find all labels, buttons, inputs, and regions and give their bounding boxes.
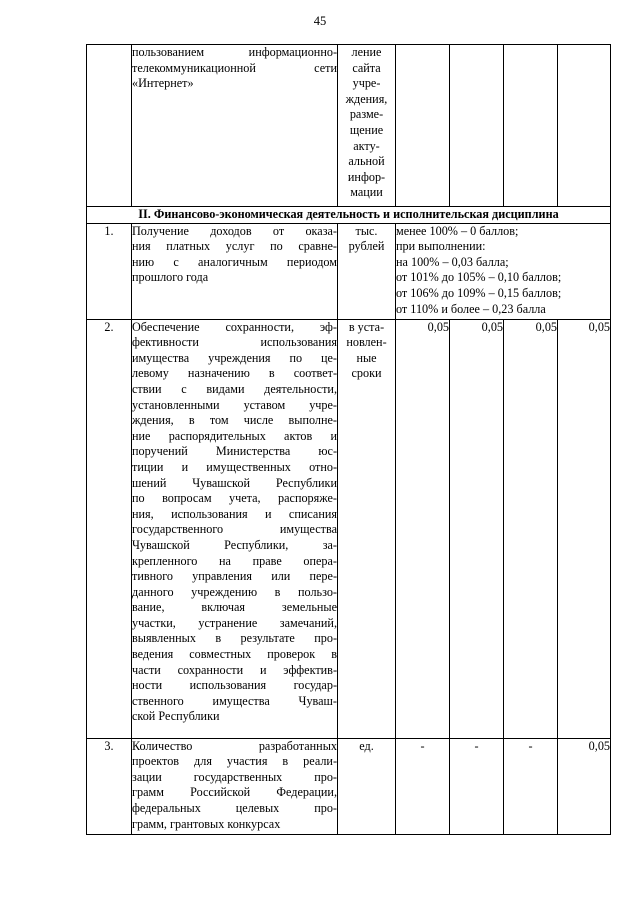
cell-description	[132, 223, 338, 319]
cell-value: 0,05	[396, 319, 450, 738]
text-line: учре-	[352, 76, 381, 91]
cell-criteria	[396, 223, 611, 319]
section-header-row	[87, 207, 611, 224]
text-line: тиции и имущественных отно-	[132, 459, 337, 474]
text-line: крепленного на праве опера-	[132, 553, 337, 568]
cell-value: 0,05	[558, 738, 611, 834]
text-line: фективности использования	[132, 335, 337, 350]
cell-value	[504, 45, 558, 207]
cell-value: -	[504, 738, 558, 834]
text-line: ные	[356, 350, 377, 365]
text-line: акту-	[353, 138, 380, 153]
text-line: шений Чувашской Республики	[132, 475, 337, 490]
cell-value	[558, 45, 611, 207]
text-line: тивного управления или пере-	[132, 569, 337, 584]
text-line: Количество разработанных	[132, 738, 337, 753]
cell-num	[87, 45, 132, 207]
text-line: инфор-	[347, 169, 386, 184]
text-line: от 106% до 109% – 0,15 баллов;	[396, 285, 562, 300]
cell-description	[132, 319, 338, 738]
cell-description	[132, 45, 338, 207]
table-row	[87, 319, 611, 738]
text-line: ведения совместных проверок в	[132, 647, 337, 662]
text-line: по вопросам учета, распоряже-	[132, 491, 337, 506]
cell-value: 0,05	[558, 319, 611, 738]
text-line: менее 100% – 0 баллов;	[396, 223, 519, 238]
cell-num: 2.	[87, 319, 132, 738]
text-line: поручений Министерства юс-	[132, 444, 337, 459]
cell-value: 0,05	[450, 319, 504, 738]
cell-unit	[338, 738, 396, 834]
table-row	[87, 223, 611, 319]
cell-value: -	[450, 738, 504, 834]
text-line: установленными уставом учре-	[132, 397, 337, 412]
text-line: проектов для участия в реали-	[132, 754, 337, 769]
text-line: нию с аналогичным периодом	[132, 254, 337, 269]
text-line: ждения, в том числе выполне-	[132, 413, 337, 428]
section-title: II. Финансово-экономическая деятельность и исполнительская дисциплина	[87, 207, 611, 224]
text-line: щение	[349, 122, 384, 137]
table-row-continuation	[87, 45, 611, 207]
text-line: ности использования государ-	[132, 678, 337, 693]
text-line: ской Республики	[132, 709, 220, 724]
table-row	[87, 738, 611, 834]
text-line: сроки	[351, 366, 382, 381]
text-line: тыс.	[355, 223, 378, 238]
text-line: вание, включая земельные	[132, 600, 337, 615]
cell-value	[450, 45, 504, 207]
text-line: в уста-	[348, 319, 385, 334]
text-line: рублей	[348, 239, 385, 254]
text-line: части сохранности и эффектив-	[132, 662, 337, 677]
text-line: разме-	[349, 107, 384, 122]
cell-value: -	[396, 738, 450, 834]
text-line: телекоммуникационной сети	[132, 60, 337, 75]
text-line: «Интернет»	[132, 76, 194, 91]
cell-value: 0,05	[504, 319, 558, 738]
text-line: зации государственных про-	[132, 769, 337, 784]
text-line: мации	[350, 185, 383, 200]
text-line: государственного имущества	[132, 522, 337, 537]
text-line: ственного имущества Чуваш-	[132, 693, 337, 708]
text-line: имущества учреждения по це-	[132, 350, 337, 365]
text-line: Получение доходов от оказа-	[132, 223, 337, 238]
text-line: федеральных целевых про-	[132, 800, 337, 815]
cell-description	[132, 738, 338, 834]
criteria-table	[86, 44, 611, 835]
text-line: ждения,	[345, 91, 388, 106]
text-line: левому назначению в соответ-	[132, 366, 337, 381]
text-line: ния, использования и списания	[132, 506, 337, 521]
text-line: ед.	[359, 738, 374, 753]
page-number: 45	[313, 14, 327, 28]
text-line: альной	[348, 154, 385, 169]
text-line: ние распорядительных актов и	[132, 428, 337, 443]
text-line: при выполнении:	[396, 239, 486, 254]
cell-num: 3.	[87, 738, 132, 834]
cell-unit	[338, 319, 396, 738]
text-line: Обеспечение сохранности, эф-	[132, 319, 337, 334]
text-line: грамм Российской Федерации,	[132, 785, 337, 800]
text-line: от 110% и более – 0,23 балла	[396, 301, 546, 316]
text-line: ствии с видами деятельности,	[132, 381, 337, 396]
text-line: на 100% – 0,03 балла;	[396, 254, 509, 269]
cell-unit	[338, 45, 396, 207]
cell-value	[396, 45, 450, 207]
text-line: выявленных в результате про-	[132, 631, 337, 646]
text-line: ление	[351, 45, 382, 59]
cell-unit	[338, 223, 396, 319]
text-line: от 101% до 105% – 0,10 баллов;	[396, 270, 562, 285]
text-line: сайта	[352, 60, 381, 75]
text-line: прошлого года	[132, 270, 209, 285]
text-line: пользованием информационно-	[132, 45, 337, 59]
text-line: ния платных услуг по сравне-	[132, 239, 337, 254]
text-line: участки, устранение замечаний,	[132, 615, 337, 630]
text-line: новлен-	[346, 335, 387, 350]
text-line: данного учреждению в пользо-	[132, 584, 337, 599]
cell-num: 1.	[87, 223, 132, 319]
text-line: Чувашской Республики, за-	[132, 537, 337, 552]
text-line: грамм, грантовых конкурсах	[132, 816, 281, 831]
